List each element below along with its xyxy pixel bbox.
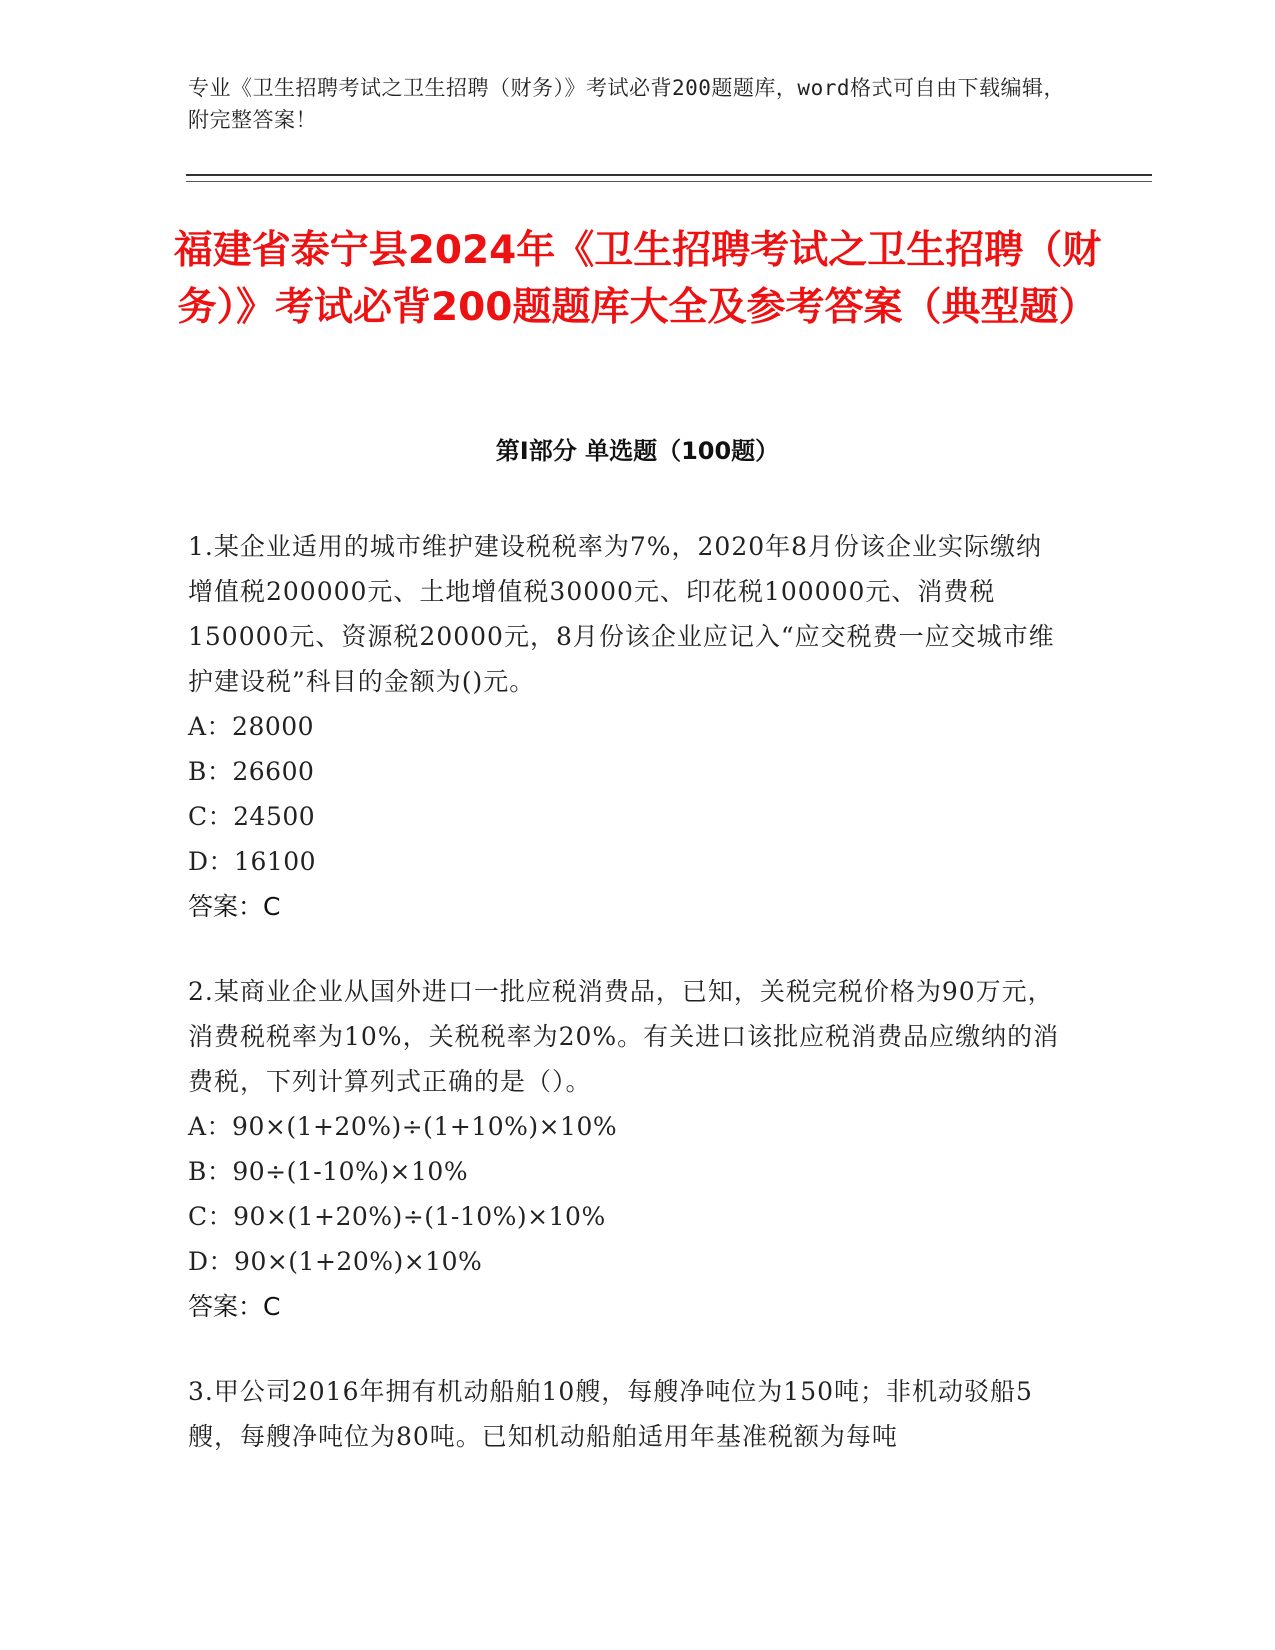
option-b: B：90÷(1-10%)×10% <box>188 1157 469 1186</box>
option-a: A：90×(1+20%)÷(1+10%)×10% <box>188 1112 618 1141</box>
header-divider-thin <box>186 181 1152 182</box>
question-1 <box>188 524 1068 929</box>
option-b: B：26600 <box>188 757 315 786</box>
option-d: D：16100 <box>188 847 317 876</box>
document-title: 福建省泰宁县2024年《卫生招聘考试之卫生招聘（财务）》考试必背200题题库大全及参考答案（典型题） <box>173 228 1102 330</box>
header-divider-thick <box>186 174 1152 176</box>
header-note: 专业《卫生招聘考试之卫生招聘（财务）》考试必背200题题库，word格式可自由下载编辑，附完整答案！ <box>188 76 1065 132</box>
option-d: D：90×(1+20%)×10% <box>188 1247 483 1276</box>
answer-line: 答案：C <box>188 1292 281 1321</box>
question-2 <box>188 969 1068 1329</box>
option-c: C：24500 <box>188 802 316 831</box>
option-a: A：28000 <box>188 712 315 741</box>
answer-line: 答案：C <box>188 892 281 921</box>
option-c: C：90×(1+20%)÷(1-10%)×10% <box>188 1202 606 1231</box>
question-list <box>188 524 1068 1499</box>
question-stem: 3.甲公司2016年拥有机动船舶10艘，每艘净吨位为150吨；非机动驳船5艘，每艘净吨位为80吨。已知机动船舶适用年基准税额为每吨 <box>188 1377 1033 1451</box>
question-stem: 2.某商业企业从国外进口一批应税消费品，已知，关税完税价格为90万元，消费税税率为10%，关税税率为20%。有关进口该批应税消费品应缴纳的消费税，下列计算列式正确的是（）。 <box>188 977 1060 1096</box>
question-stem: 1.某企业适用的城市维护建设税税率为7%，2020年8月份该企业实际缴纳增值税200000元、土地增值税30000元、印花税100000元、消费税150000元、资源税20000元，8月份该企业应记入“应交税费一应交城市维护建设税”科目的金额为()元。 <box>188 532 1055 696</box>
question-3 <box>188 1369 1068 1459</box>
section-heading: 第I部分 单选题（100题） <box>495 437 780 465</box>
